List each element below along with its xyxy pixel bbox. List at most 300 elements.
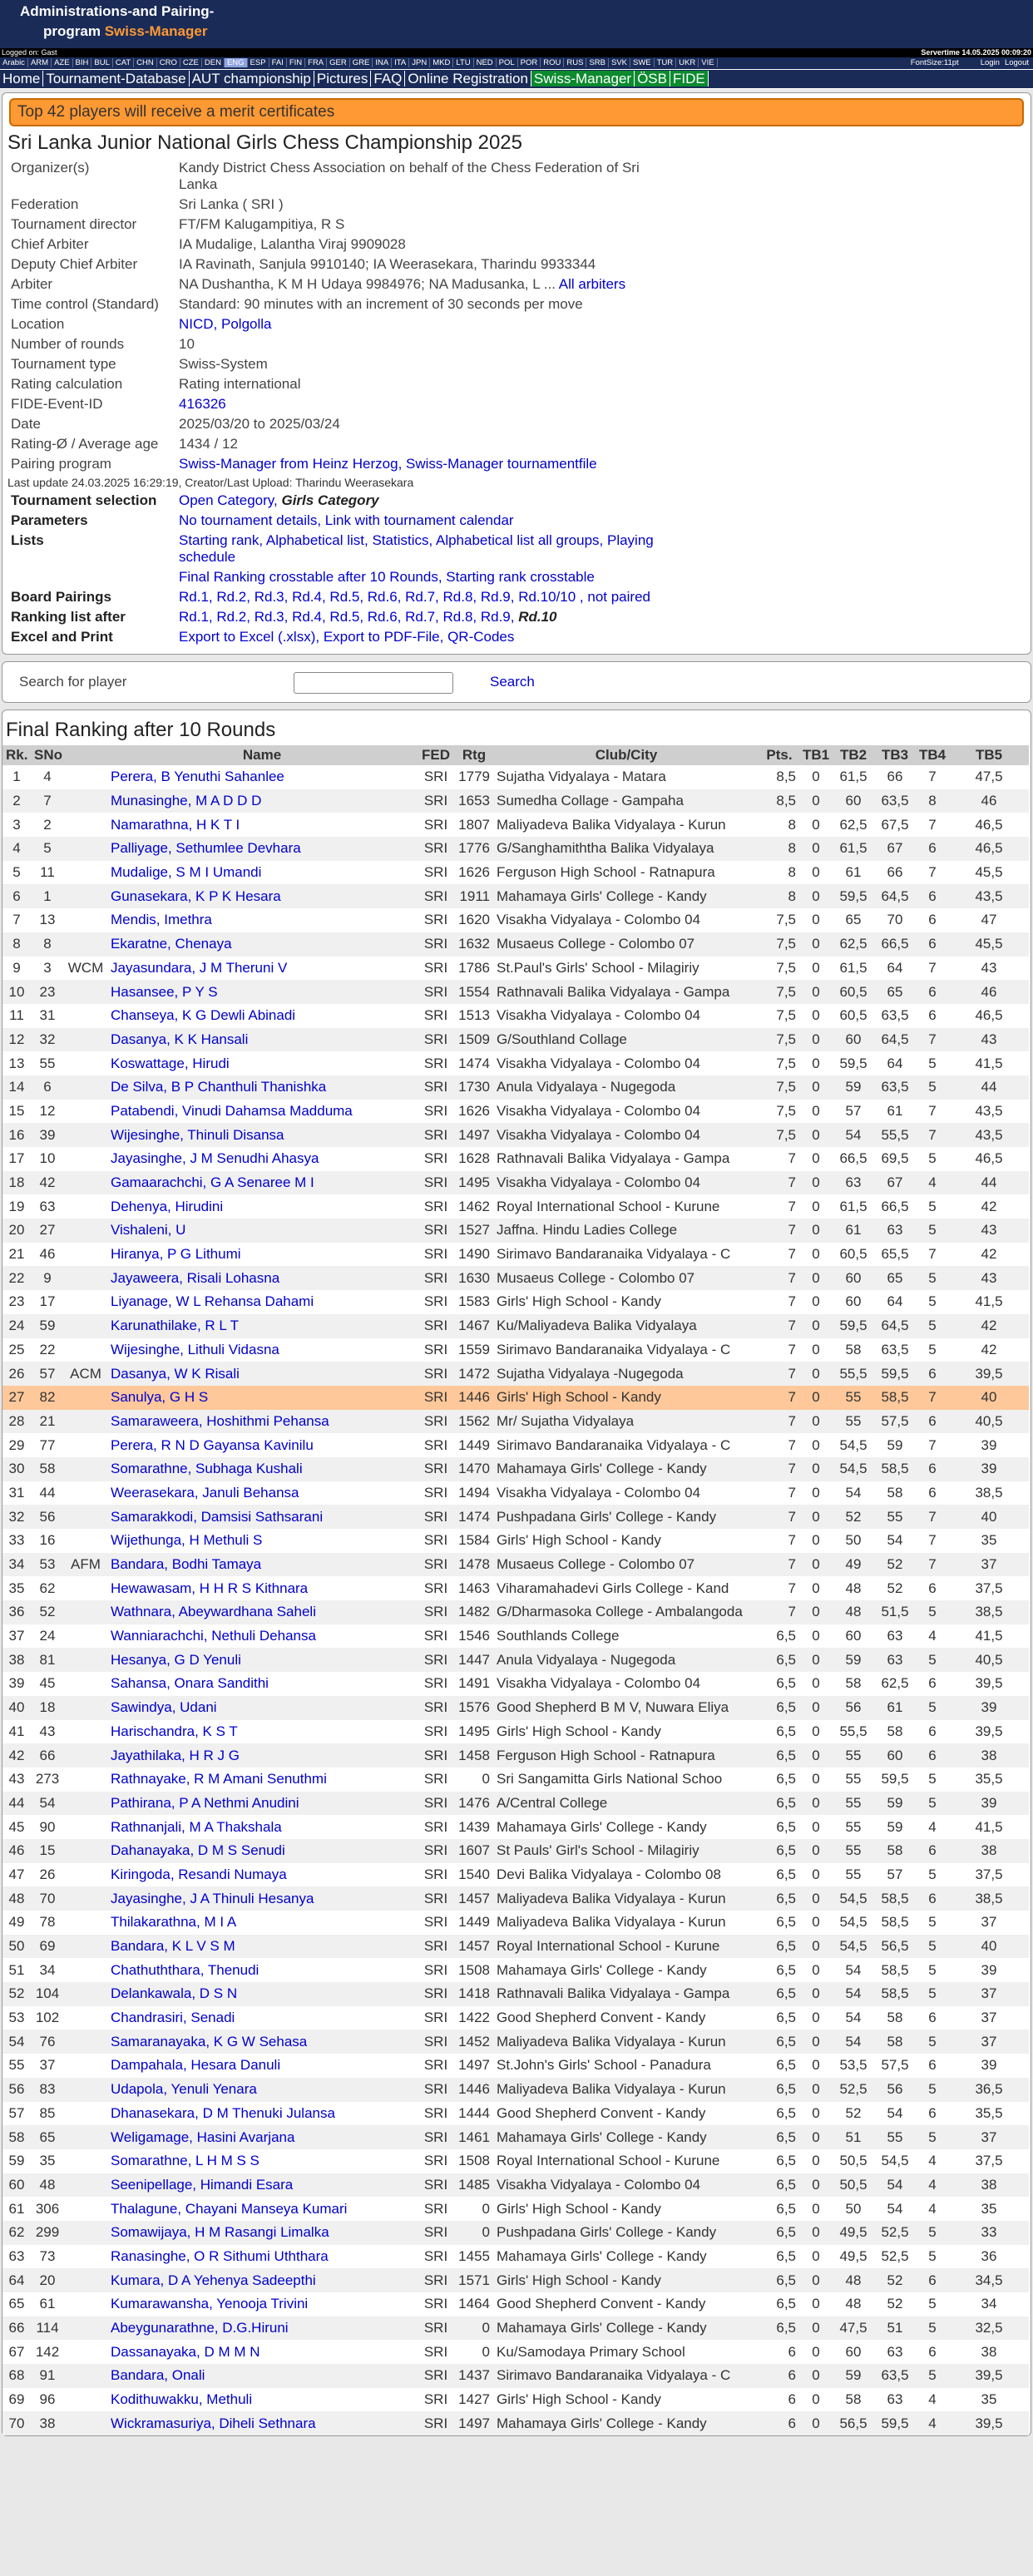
cell-tb2: 58 bbox=[845, 1675, 862, 1692]
cell-tb1: 0 bbox=[799, 2364, 833, 2388]
cell-tb2: 54 bbox=[845, 1961, 862, 1978]
cell-tb5: 41,5 bbox=[975, 1818, 1003, 1835]
player-link[interactable]: Kumarawansha, Yenooja Trivini bbox=[111, 2296, 309, 2312]
table-row bbox=[2, 2292, 1029, 2316]
cell-tb2: 59 bbox=[833, 2364, 874, 2388]
player-link[interactable]: Gunasekara, K P K Hesara bbox=[111, 888, 281, 904]
cell-club: Girls' High School - Kandy bbox=[497, 1293, 661, 1310]
player-link[interactable]: Dasanya, W K Risali bbox=[111, 1365, 240, 1382]
cell-rating: 1527 bbox=[455, 1219, 493, 1243]
cell-tb3: 51 bbox=[874, 2316, 916, 2341]
cell-tb1: 0 bbox=[812, 2104, 820, 2121]
player-link[interactable]: Perera, B Yenuthi Sahanlee bbox=[111, 769, 284, 785]
language-arabic[interactable]: Arabic bbox=[0, 58, 28, 67]
cell-rating: 1474 bbox=[458, 1055, 490, 1071]
cell-tb4: 6 bbox=[916, 1743, 949, 1768]
cell-title bbox=[64, 1839, 107, 1863]
player-link[interactable]: Dassanayaka, D M M N bbox=[111, 2343, 260, 2360]
language-cze[interactable]: CZE bbox=[180, 58, 202, 67]
player-link[interactable]: De Silva, B P Chanthuli Thanishka bbox=[111, 1079, 327, 1095]
info-text: Swiss-System bbox=[179, 356, 268, 372]
cell-rank: 63 bbox=[8, 2247, 25, 2264]
cell-tb4: 6 bbox=[928, 1484, 937, 1501]
cell-tb4: 6 bbox=[916, 884, 949, 908]
cell-fed: SRI bbox=[423, 1675, 448, 1692]
player-link[interactable]: Chandrasiri, Senadi bbox=[111, 2010, 235, 2026]
cell-rating: 1462 bbox=[458, 1198, 490, 1214]
language-jpn[interactable]: JPN bbox=[409, 58, 430, 67]
cell-rating: 1467 bbox=[455, 1314, 493, 1338]
table-row bbox=[2, 2149, 1029, 2173]
cell-tb2: 61,5 bbox=[839, 959, 867, 976]
player-link[interactable]: Jayasinghe, J M Senudhi Ahasya bbox=[111, 1150, 319, 1167]
col-header[interactable]: SNo bbox=[31, 745, 64, 765]
cell-tb4: 5 bbox=[916, 1219, 949, 1243]
cell-tb1: 0 bbox=[812, 1436, 820, 1453]
language-cat[interactable]: CAT bbox=[113, 58, 134, 67]
nav-home[interactable]: Home bbox=[0, 71, 43, 87]
cell-tb4: 5 bbox=[916, 1600, 949, 1624]
col-header[interactable]: TB4 bbox=[916, 745, 949, 765]
player-link[interactable]: Weerasekara, Januli Behansa bbox=[111, 1484, 299, 1501]
col-header[interactable]: Rk. bbox=[2, 745, 31, 765]
selection-link[interactable]: Rd.1, Rd.2, Rd.3, Rd.4, Rd.5, Rd.6, Rd.7, Rd.8, Rd.9, bbox=[179, 609, 519, 625]
player-name-cell bbox=[107, 1529, 417, 1553]
player-link[interactable]: Wathnara, Abeywardhana Saheli bbox=[111, 1604, 316, 1620]
selection-link[interactable]: Final Ranking crosstable after 10 Rounds, Starting rank crosstable bbox=[179, 569, 595, 585]
player-link[interactable]: Hasansee, P Y S bbox=[111, 983, 218, 1000]
cell-tb1: 0 bbox=[812, 2247, 820, 2264]
language-bul[interactable]: BUL bbox=[91, 58, 112, 67]
player-link[interactable]: Hesanya, G D Yenuli bbox=[111, 1651, 241, 1668]
language-por[interactable]: POR bbox=[518, 58, 541, 67]
player-link[interactable]: Dhanasekara, D M Thenuki Julansa bbox=[111, 2104, 335, 2121]
font-size-select[interactable]: FontSize:11pt bbox=[910, 58, 959, 67]
language-pol[interactable]: POL bbox=[497, 58, 518, 67]
player-link[interactable]: Jayasundara, J M Theruni V bbox=[111, 959, 288, 976]
cell-start-no: 142 bbox=[35, 2343, 60, 2360]
player-link[interactable]: Patabendi, Vinudi Dahamsa Madduma bbox=[111, 1102, 353, 1119]
nav-swiss-manager[interactable]: Swiss-Manager bbox=[531, 71, 635, 87]
cell-tb5: 39 bbox=[949, 1792, 1029, 1816]
cell-points: 7,5 bbox=[776, 1102, 796, 1119]
cell-tb2: 55 bbox=[845, 1866, 862, 1882]
login-link[interactable]: Login bbox=[980, 58, 1000, 67]
cell-tb2: 50 bbox=[845, 2200, 862, 2217]
player-link[interactable]: Wijethunga, H Methuli S bbox=[111, 1532, 263, 1549]
player-link[interactable]: Ranasinghe, O R Sithumi Uththara bbox=[111, 2247, 329, 2264]
cell-start-no: 9 bbox=[31, 1266, 64, 1290]
nav-aut-championship[interactable]: AUT championship bbox=[190, 71, 314, 87]
player-link[interactable]: Wickramasuriya, Diheli Sethnara bbox=[111, 2415, 316, 2431]
player-link[interactable]: Thalagune, Chayani Manseya Kumari bbox=[111, 2200, 348, 2217]
player-link[interactable]: Sahansa, Onara Sandithi bbox=[111, 1675, 269, 1692]
cell-club: Visakha Vidyalaya - Colombo 04 bbox=[497, 1484, 701, 1501]
cell-points: 6 bbox=[759, 2364, 799, 2388]
cell-points: 6,5 bbox=[759, 2221, 799, 2245]
language-mkd[interactable]: MKD bbox=[430, 58, 453, 67]
language-den[interactable]: DEN bbox=[202, 58, 225, 67]
player-link[interactable]: Samaraweera, Hoshithmi Pehansa bbox=[111, 1412, 329, 1429]
cell-rating: 1494 bbox=[458, 1484, 490, 1501]
table-row bbox=[2, 908, 1029, 932]
cell-start-no: 32 bbox=[31, 1028, 64, 1052]
player-link[interactable]: Abeygunarathne, D.G.Hiruni bbox=[111, 2320, 289, 2336]
player-link[interactable]: Somarathne, Subhaga Kushali bbox=[111, 1461, 303, 1477]
player-link[interactable]: Jayaweera, Risali Lohasna bbox=[111, 1269, 280, 1286]
player-name-cell bbox=[107, 1051, 417, 1075]
col-header[interactable]: Pts. bbox=[759, 745, 799, 765]
cell-tb1: 0 bbox=[799, 1266, 833, 1290]
player-link[interactable]: Wanniarachchi, Nethuli Dehansa bbox=[111, 1628, 316, 1644]
language-ned[interactable]: NED bbox=[474, 58, 497, 67]
col-header[interactable]: Name bbox=[107, 745, 417, 765]
info-link[interactable]: NICD, Polgolla bbox=[179, 316, 272, 332]
player-link[interactable]: Bandara, K L V S M bbox=[111, 1938, 235, 1955]
language-eng[interactable]: ENG bbox=[225, 58, 248, 67]
col-header[interactable]: TB1 bbox=[799, 745, 833, 765]
cell-title bbox=[64, 1935, 107, 1959]
app-header bbox=[0, 0, 1033, 48]
player-link[interactable]: Palliyage, Sethumlee Devhara bbox=[111, 840, 301, 857]
selection-value bbox=[174, 511, 699, 531]
player-name-cell bbox=[107, 861, 417, 885]
cell-points: 7,5 bbox=[759, 932, 799, 957]
player-link[interactable]: Harischandra, K S T bbox=[111, 1723, 238, 1739]
player-link[interactable]: Gamaarachchi, G A Senaree M I bbox=[111, 1174, 314, 1191]
cell-rating: 1546 bbox=[458, 1628, 490, 1644]
cell-start-no: 4 bbox=[43, 769, 52, 785]
language-vie[interactable]: VIE bbox=[699, 58, 717, 67]
col-header[interactable]: Club/City bbox=[493, 745, 759, 765]
cell-tb4: 5 bbox=[928, 1771, 937, 1787]
player-link[interactable]: Seenipellage, Himandi Esara bbox=[111, 2176, 294, 2193]
player-link[interactable]: Sanulya, G H S bbox=[111, 1389, 209, 1406]
cell-tb1: 0 bbox=[812, 1580, 820, 1596]
language-tur[interactable]: TUR bbox=[655, 58, 677, 67]
player-link[interactable]: Bandara, Onali bbox=[111, 2367, 205, 2384]
player-link[interactable]: Samarakkodi, Damsisi Sathsarani bbox=[111, 1508, 324, 1525]
player-link[interactable]: Jayasinghe, J A Thinuli Hesanya bbox=[111, 1890, 314, 1906]
player-link[interactable]: Wijesinghe, Thinuli Disansa bbox=[111, 1126, 284, 1143]
player-link[interactable]: Karunathilake, R L T bbox=[111, 1318, 240, 1334]
player-link[interactable]: Dehenya, Hirudini bbox=[111, 1198, 224, 1214]
player-link[interactable]: Koswattage, Hirudi bbox=[111, 1055, 230, 1071]
cell-tb1: 0 bbox=[812, 1628, 820, 1644]
player-link[interactable]: Chathuththara, Thenudi bbox=[111, 1961, 259, 1978]
info-value bbox=[174, 255, 683, 274]
player-link[interactable]: Hewawasam, H H R S Kithnara bbox=[111, 1580, 309, 1596]
cell-fed: SRI bbox=[417, 2316, 455, 2341]
table-row bbox=[2, 2078, 1029, 2102]
col-header[interactable] bbox=[64, 745, 107, 765]
cell-rank: 26 bbox=[2, 1362, 31, 1386]
language-fai[interactable]: FAI bbox=[269, 58, 287, 67]
language-fin[interactable]: FIN bbox=[287, 58, 305, 67]
player-name-cell bbox=[107, 1123, 417, 1147]
language-gre[interactable]: GRE bbox=[350, 58, 373, 67]
col-header[interactable]: Rtg bbox=[455, 745, 493, 765]
table-row bbox=[2, 2221, 1029, 2245]
cell-club: Musaeus College - Colombo 07 bbox=[493, 1553, 759, 1577]
cell-club: Royal International School - Kurune bbox=[497, 1198, 720, 1214]
last-update: Last update 24.03.2025 16:29:19, Creator/Last Upload: Tharindu Weerasekara bbox=[7, 476, 414, 489]
player-name-cell bbox=[107, 1147, 417, 1171]
nav-fide[interactable]: FIDE bbox=[670, 71, 709, 87]
cell-title bbox=[64, 1457, 107, 1481]
app-title[interactable] bbox=[20, 2, 214, 42]
player-link[interactable]: Perera, R N D Gayansa Kavinilu bbox=[111, 1436, 314, 1453]
selection-row bbox=[6, 511, 699, 531]
player-link[interactable]: Thilakarathna, M I A bbox=[111, 1914, 237, 1931]
cell-rank: 54 bbox=[2, 2030, 31, 2054]
cell-rating: 1457 bbox=[455, 1886, 493, 1911]
language-esp[interactable]: ESP bbox=[248, 58, 269, 67]
player-link[interactable]: Bandara, Bodhi Tamaya bbox=[111, 1556, 262, 1573]
selection-link[interactable]: Rd.1, Rd.2, Rd.3, Rd.4, Rd.5, Rd.6, Rd.7, Rd.8, Rd.9, Rd.10/10 , not paired bbox=[179, 589, 650, 605]
cell-title bbox=[64, 980, 107, 1004]
cell-tb1: 0 bbox=[799, 1505, 833, 1529]
selection-value bbox=[174, 607, 699, 627]
player-name-cell bbox=[107, 1935, 417, 1959]
player-link[interactable]: Munasinghe, M A D D D bbox=[111, 793, 262, 809]
cell-start-no: 58 bbox=[31, 1457, 64, 1481]
cell-rating: 1482 bbox=[455, 1600, 493, 1624]
player-link[interactable]: Kodithuwakku, Methuli bbox=[111, 2391, 253, 2408]
player-link[interactable]: Weligamage, Hasini Avarjana bbox=[111, 2129, 295, 2145]
search-button[interactable]: Search bbox=[490, 674, 535, 690]
player-link[interactable]: Dasanya, K K Hansali bbox=[111, 1031, 249, 1047]
selection-link[interactable]: Export to Excel (.xlsx), Export to PDF-File, QR-Codes bbox=[179, 629, 515, 645]
cell-rank: 2 bbox=[2, 789, 31, 813]
cell-start-no: 83 bbox=[31, 2078, 64, 2102]
player-link[interactable]: Dampahala, Hesara Danuli bbox=[111, 2057, 281, 2074]
nav--sb[interactable]: ÖSB bbox=[635, 71, 670, 87]
cell-tb1: 0 bbox=[799, 884, 833, 908]
selection-link[interactable]: Open Category, bbox=[179, 492, 282, 508]
cell-club: Visakha Vidyalaya - Colombo 04 bbox=[493, 1123, 759, 1147]
language-bar bbox=[0, 57, 1033, 69]
player-name-cell bbox=[107, 908, 417, 932]
logout-link[interactable]: Logout bbox=[1004, 58, 1029, 67]
player-name-cell bbox=[107, 1362, 417, 1386]
player-link[interactable]: Chanseya, K G Dewli Abinadi bbox=[111, 1007, 296, 1024]
cell-fed: SRI bbox=[417, 1982, 455, 2006]
cell-tb3: 58,5 bbox=[874, 1982, 916, 2006]
cell-tb4: 7 bbox=[916, 1028, 949, 1052]
language-srb[interactable]: SRB bbox=[586, 58, 609, 67]
table-row bbox=[2, 1982, 1029, 2006]
cell-rank: 37 bbox=[8, 1628, 25, 1644]
player-link[interactable]: Liyanage, W L Rehansa Dahami bbox=[111, 1293, 314, 1310]
language-ltu[interactable]: LTU bbox=[453, 58, 473, 67]
language-chn[interactable]: CHN bbox=[134, 58, 157, 67]
cell-tb3: 52 bbox=[874, 1553, 916, 1577]
cell-rating: 1786 bbox=[458, 959, 490, 976]
language-fra[interactable]: FRA bbox=[305, 58, 327, 67]
info-key: Tournament type bbox=[11, 356, 116, 372]
info-link[interactable]: Swiss-Manager from Heinz Herzog, Swiss-Manager tournamentfile bbox=[179, 456, 597, 472]
cell-tb1: 0 bbox=[812, 1198, 820, 1214]
table-row bbox=[2, 932, 1029, 957]
cell-tb2: 60,5 bbox=[833, 980, 874, 1004]
language-rus[interactable]: RUS bbox=[564, 58, 586, 67]
cell-club: Mr/ Sujatha Vidyalaya bbox=[493, 1410, 759, 1434]
cell-club: Visakha Vidyalaya - Colombo 04 bbox=[497, 1055, 701, 1071]
player-link[interactable]: Udapola, Yenuli Yenara bbox=[111, 2081, 257, 2098]
nav-pictures[interactable]: Pictures bbox=[314, 71, 371, 87]
cell-club: Mahamaya Girls' College - Kandy bbox=[497, 2247, 707, 2264]
player-link[interactable]: Delankawala, D S N bbox=[111, 1985, 238, 2002]
player-link[interactable]: Namarathna, H K T I bbox=[111, 816, 240, 833]
player-link[interactable]: Ekaratne, Chenaya bbox=[111, 936, 232, 952]
cell-tb1: 0 bbox=[799, 2316, 833, 2341]
cell-rating: 1427 bbox=[458, 2391, 490, 2408]
table-row bbox=[2, 1219, 1029, 1243]
cell-points: 6,5 bbox=[759, 1839, 799, 1863]
info-value bbox=[174, 334, 683, 354]
language-rou[interactable]: ROU bbox=[541, 58, 564, 67]
cell-rating: 1463 bbox=[458, 1580, 490, 1596]
info-row bbox=[6, 294, 683, 314]
cell-tb5: 40 bbox=[949, 1386, 1029, 1410]
language-cro[interactable]: CRO bbox=[157, 58, 180, 67]
language-aze[interactable]: AZE bbox=[52, 58, 72, 67]
cell-tb3: 64 bbox=[887, 959, 903, 976]
player-name-cell bbox=[107, 1266, 417, 1290]
player-link[interactable]: Mendis, Imethra bbox=[111, 912, 212, 928]
cell-title bbox=[64, 1314, 107, 1338]
cell-tb4: 5 bbox=[916, 2030, 949, 2054]
player-link[interactable]: Hiranya, P G Lithumi bbox=[111, 1246, 241, 1263]
cell-club: St Pauls' Girl's School - Milagiriy bbox=[493, 1839, 759, 1863]
cell-fed: SRI bbox=[423, 2057, 448, 2074]
player-name-cell bbox=[107, 1792, 417, 1816]
cell-title bbox=[64, 2006, 107, 2030]
cell-points: 6,5 bbox=[759, 1696, 799, 1720]
language-ukr[interactable]: UKR bbox=[676, 58, 699, 67]
cell-start-no: 46 bbox=[39, 1246, 56, 1263]
table-row bbox=[2, 1004, 1029, 1028]
cell-tb5: 44 bbox=[949, 1075, 1029, 1100]
merit-banner: Top 42 players will receive a merit certificates bbox=[9, 98, 1024, 126]
cell-title bbox=[64, 1576, 107, 1600]
cell-rating: 1446 bbox=[455, 1386, 493, 1410]
cell-rank: 21 bbox=[8, 1246, 25, 1263]
language-ita[interactable]: ITA bbox=[392, 58, 409, 67]
info-link[interactable]: 416326 bbox=[179, 396, 226, 412]
cell-rating: 1439 bbox=[458, 1818, 490, 1835]
cell-rating: 1437 bbox=[455, 2364, 493, 2388]
col-header[interactable]: TB2 bbox=[833, 745, 874, 765]
cell-club: Visakha Vidyalaya - Colombo 04 bbox=[493, 1171, 759, 1195]
language-ger[interactable]: GER bbox=[327, 58, 350, 67]
selection-link[interactable]: Starting rank, Alphabetical list, Statistics, Alphabetical list all groups, Playing schedule bbox=[179, 532, 654, 565]
col-header[interactable]: TB5 bbox=[949, 745, 1029, 765]
player-link[interactable]: Mudalige, S M I Umandi bbox=[111, 864, 262, 881]
cell-tb3: 63 bbox=[874, 1219, 916, 1243]
player-link[interactable]: Sawindya, Udani bbox=[111, 1699, 217, 1716]
table-row bbox=[2, 1194, 1029, 1219]
player-link[interactable]: Wijesinghe, Lithuli Vidasna bbox=[111, 1341, 279, 1357]
player-link[interactable]: Dahanayaka, D M S Senudi bbox=[111, 1842, 285, 1859]
selection-link[interactable]: No tournament details, Link with tournament calendar bbox=[179, 512, 514, 528]
player-link[interactable]: Somawijaya, H M Rasangi Limalka bbox=[111, 2224, 329, 2241]
cell-start-no: 11 bbox=[40, 864, 55, 881]
cell-tb5: 39,5 bbox=[949, 2364, 1029, 2388]
cell-title bbox=[64, 2268, 107, 2292]
selection-row bbox=[6, 587, 699, 607]
player-name-cell bbox=[107, 1219, 417, 1243]
player-link[interactable]: Samaranayaka, K G W Sehasa bbox=[111, 2033, 308, 2049]
info-key: Rating-Ø / Average age bbox=[11, 436, 159, 452]
search-input[interactable] bbox=[294, 672, 453, 694]
cell-club: Sujatha Vidyalaya -Nugegoda bbox=[493, 1362, 759, 1386]
player-name-cell bbox=[107, 2268, 417, 2292]
info-link[interactable]: All arbiters bbox=[558, 276, 626, 292]
player-link[interactable]: Kiringoda, Resandi Numaya bbox=[111, 1866, 287, 1882]
cell-tb5: 37 bbox=[949, 2125, 1029, 2149]
nav-online-registration[interactable]: Online Registration bbox=[405, 71, 531, 87]
nav-tournament-database[interactable]: Tournament-Database bbox=[43, 71, 189, 87]
cell-tb5: 38 bbox=[949, 1743, 1029, 1768]
cell-fed: SRI bbox=[417, 2268, 455, 2292]
player-search bbox=[2, 661, 1031, 703]
nav-faq[interactable]: FAQ bbox=[371, 71, 405, 87]
info-key: Chief Arbiter bbox=[11, 236, 89, 252]
info-row bbox=[6, 314, 683, 334]
cell-fed: SRI bbox=[417, 2173, 455, 2198]
cell-tb4: 6 bbox=[928, 2343, 937, 2360]
player-link[interactable]: Pathirana, P A Nethmi Anudini bbox=[111, 1794, 299, 1811]
cell-fed: SRI bbox=[423, 1102, 448, 1119]
cell-points: 7 bbox=[788, 1150, 796, 1167]
info-text: 10 bbox=[179, 336, 195, 352]
player-link[interactable]: Somarathne, L H M S S bbox=[111, 2153, 259, 2169]
player-link[interactable]: Rathnayake, R M Amani Senuthmi bbox=[111, 1771, 327, 1787]
player-name-cell bbox=[107, 2125, 417, 2149]
cell-club: Rathnavali Balika Vidyalaya - Gampa bbox=[493, 980, 759, 1004]
cell-fed: SRI bbox=[423, 1150, 448, 1167]
language-swe[interactable]: SWE bbox=[630, 58, 655, 67]
table-row bbox=[2, 1457, 1029, 1481]
cell-points: 6,5 bbox=[759, 1935, 799, 1959]
col-header[interactable]: TB3 bbox=[874, 745, 916, 765]
player-link[interactable]: Jayathilaka, H R J G bbox=[111, 1747, 240, 1763]
cell-tb1: 0 bbox=[799, 2173, 833, 2198]
cell-tb1: 0 bbox=[812, 1914, 820, 1931]
cell-tb3: 65 bbox=[874, 1266, 916, 1290]
cell-club: Southlands College bbox=[497, 1628, 620, 1644]
cell-start-no: 1 bbox=[31, 884, 64, 908]
player-link[interactable]: Vishaleni, U bbox=[111, 1222, 186, 1239]
cell-rank: 11 bbox=[9, 1007, 24, 1024]
language-svk[interactable]: SVK bbox=[609, 58, 630, 67]
language-ina[interactable]: INA bbox=[373, 58, 392, 67]
cell-tb5: 42 bbox=[949, 1314, 1029, 1338]
col-header[interactable]: FED bbox=[417, 745, 455, 765]
language-arm[interactable]: ARM bbox=[28, 58, 52, 67]
cell-points: 8,5 bbox=[759, 789, 799, 813]
player-link[interactable]: Rathnanjali, M A Thakshala bbox=[111, 1818, 282, 1835]
player-link[interactable]: Kumara, D A Yehenya Sadeepthi bbox=[111, 2272, 316, 2288]
cell-tb1: 0 bbox=[799, 789, 833, 813]
cell-tb4: 5 bbox=[928, 1198, 937, 1214]
language-bih[interactable]: BIH bbox=[73, 58, 92, 67]
table-row bbox=[2, 1839, 1029, 1863]
cell-title bbox=[64, 1290, 107, 1314]
status-bar bbox=[0, 48, 1033, 57]
